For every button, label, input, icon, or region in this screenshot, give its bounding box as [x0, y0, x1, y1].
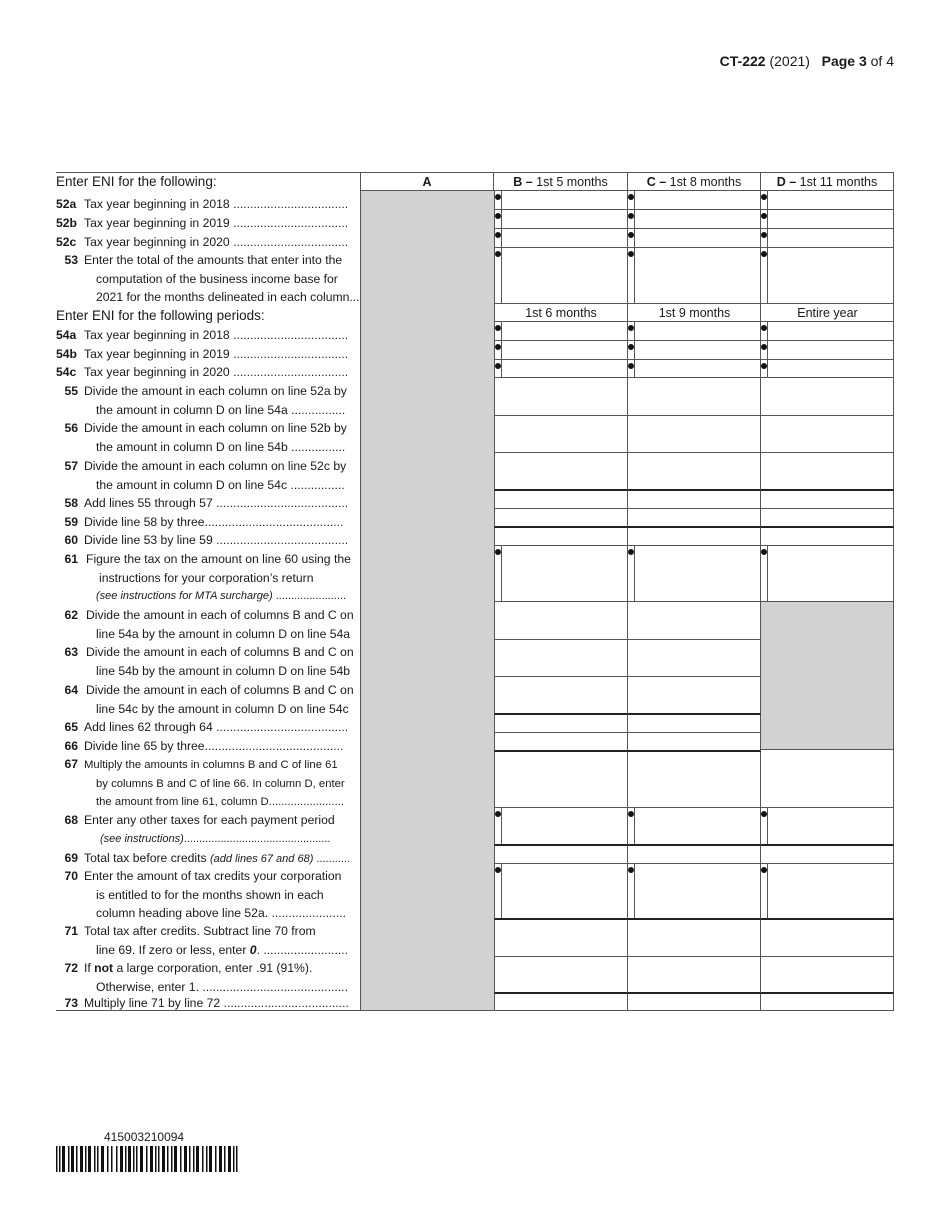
subhead-border-d	[761, 304, 894, 322]
divider	[501, 864, 502, 918]
line-num: 65	[64, 720, 78, 734]
line-70-label	[56, 867, 361, 923]
line-text: Add lines 55 through 57 .......................................	[84, 496, 349, 510]
divider	[634, 864, 635, 918]
line-52c-col-d[interactable]	[761, 229, 894, 248]
line-60-col-c[interactable]	[628, 528, 761, 546]
column-d-letter: D –	[776, 175, 797, 189]
line-dots: .......................	[272, 590, 347, 602]
column-a-shaded	[360, 191, 494, 1011]
line-text-3: (see instructions for MTA surcharge)	[96, 590, 273, 602]
column-b-letter: B –	[513, 175, 533, 189]
line-55-label	[56, 382, 361, 419]
column-c-text: 1st 8 months	[669, 175, 742, 189]
line-num: 54c	[56, 365, 77, 379]
line-num: 60	[64, 533, 78, 547]
line-text-3: column heading above line 52a. ......................	[96, 906, 346, 920]
barcode	[56, 1130, 240, 1172]
column-d-header	[761, 172, 894, 191]
line-num: 56	[64, 421, 78, 435]
line-54c-col-b[interactable]	[494, 360, 628, 378]
line-text: Tax year beginning in 2019 ..................................	[84, 347, 349, 361]
line-59-label	[56, 513, 361, 532]
page-label: Page 3	[821, 53, 867, 69]
line-text: Tax year beginning in 2020 ..................................	[84, 365, 349, 379]
line-num: 52a	[56, 197, 77, 211]
line-56-col-c[interactable]	[628, 416, 761, 453]
line-num: 70	[64, 869, 78, 883]
line-65-col-b[interactable]	[494, 715, 628, 733]
subhead-border-c	[628, 304, 761, 322]
line-65-label	[56, 718, 361, 737]
line-dots: ................................................	[183, 832, 331, 845]
line-67-label	[56, 755, 361, 812]
line-num: 62	[64, 608, 78, 622]
line-67-col-c[interactable]	[628, 752, 761, 808]
line-52b-col-b[interactable]	[494, 210, 628, 229]
line-text: Divide line 53 by line 59 .......................................	[84, 533, 349, 547]
line-text: Multiply line 71 by line 72 .....................................	[84, 996, 349, 1010]
line-69-col-d[interactable]	[761, 846, 894, 864]
column-b-text: 1st 5 months	[536, 175, 608, 189]
line-71-col-d[interactable]	[761, 920, 894, 957]
line-54a-col-d[interactable]	[761, 322, 894, 341]
line-num: 53	[64, 253, 78, 267]
line-52a-label	[56, 195, 361, 214]
divider	[767, 210, 768, 228]
line-text: Tax year beginning in 2018 ..................................	[84, 328, 349, 342]
line-text-2: computation of the business income base for	[96, 271, 338, 286]
line-58-col-d[interactable]	[761, 491, 894, 509]
line-64-label	[56, 681, 361, 718]
line-52a-col-d[interactable]	[761, 191, 894, 210]
line-text-2: line 69. If zero or less, enter	[96, 942, 250, 957]
barcode-bars-icon	[56, 1146, 240, 1172]
line-68-col-d[interactable]	[761, 808, 894, 846]
section2-heading: Enter ENI for the following periods:	[56, 308, 265, 323]
line-dots: . .........................	[256, 942, 348, 957]
line-58-col-b[interactable]	[494, 491, 628, 509]
line-52b-label	[56, 214, 361, 233]
line-56-col-d[interactable]	[761, 416, 894, 453]
column-b-header	[494, 172, 628, 191]
line-61-label	[56, 550, 361, 606]
divider	[767, 322, 768, 340]
line-num: 59	[64, 515, 78, 529]
line-64-col-c[interactable]	[628, 677, 761, 715]
line-57-col-c[interactable]	[628, 453, 761, 491]
line-73-col-d[interactable]	[761, 994, 894, 1011]
line-70-col-c[interactable]	[628, 864, 761, 920]
divider	[634, 229, 635, 247]
line-text-3: the amount from line 61, column D........................	[96, 796, 345, 808]
line-62-col-c[interactable]	[628, 602, 761, 640]
line-54b-label	[56, 345, 361, 364]
line-num: 68	[64, 813, 78, 827]
line-62-label	[56, 606, 361, 643]
line-73-col-b[interactable]	[494, 994, 628, 1011]
line-52b-col-d[interactable]	[761, 210, 894, 229]
line-69-col-c[interactable]	[628, 846, 761, 864]
line-52c-col-b[interactable]	[494, 229, 628, 248]
column-c-header	[628, 172, 761, 191]
subcolumn-d-header: Entire year	[797, 306, 858, 320]
line-num: 57	[64, 459, 78, 473]
divider	[767, 191, 768, 209]
line-num: 55	[64, 384, 78, 398]
line-num: 66	[64, 739, 78, 753]
page-of: of 4	[870, 53, 894, 69]
divider	[634, 341, 635, 359]
line-73-col-c[interactable]	[628, 994, 761, 1011]
line-text-b: a large corporation, enter .91 (91%).	[113, 961, 313, 975]
column-c-letter: C –	[646, 175, 667, 189]
line-61-col-b[interactable]	[494, 546, 628, 602]
line-num: 64	[64, 683, 78, 697]
line-56-col-b[interactable]	[494, 416, 628, 453]
line-59-col-b[interactable]	[494, 509, 628, 528]
divider	[501, 248, 502, 303]
line-72-col-d[interactable]	[761, 957, 894, 994]
line-57-col-d[interactable]	[761, 453, 894, 491]
line-text: Enter any other taxes for each payment period	[84, 813, 335, 827]
line-61-col-d[interactable]	[761, 546, 894, 602]
line-60-col-d[interactable]	[761, 528, 894, 546]
line-53-label	[56, 251, 361, 307]
line-63-col-b[interactable]	[494, 640, 628, 677]
line-num: 69	[64, 851, 78, 865]
divider	[501, 191, 502, 209]
page-header	[720, 53, 894, 69]
line-text-3: 2021 for the months delineated in each column...	[96, 290, 360, 304]
line-53-col-c[interactable]	[628, 248, 761, 304]
divider	[767, 864, 768, 918]
divider	[767, 808, 768, 844]
line-60-label	[56, 531, 361, 550]
divider	[634, 248, 635, 303]
line-num: 58	[64, 496, 78, 510]
line-52b-col-c[interactable]	[628, 210, 761, 229]
line-54b-col-c[interactable]	[628, 341, 761, 360]
line-64-col-b[interactable]	[494, 677, 628, 715]
line-71-label	[56, 922, 361, 959]
line-num: 67	[64, 757, 78, 771]
line-68-label	[56, 811, 361, 848]
line-56-label	[56, 419, 361, 456]
line-text-italic: (add lines 67 and 68)	[210, 853, 314, 865]
line-65-col-c[interactable]	[628, 715, 761, 733]
line-54b-col-b[interactable]	[494, 341, 628, 360]
line-54c-col-c[interactable]	[628, 360, 761, 378]
line-68-col-b[interactable]	[494, 808, 628, 846]
divider	[634, 210, 635, 228]
line-text-2: by columns B and C of line 66. In column D, enter	[96, 777, 345, 790]
line-text: Enter the amount of tax credits your corporation	[84, 869, 342, 883]
line-text: Divide the amount in each column on line 52b by	[84, 421, 347, 435]
line-text: Total tax after credits. Subtract line 70 from	[84, 924, 316, 938]
line-text: Total tax before credits	[84, 851, 207, 865]
line-text: Add lines 62 through 64 .......................................	[84, 720, 349, 734]
subhead-border-b	[494, 304, 628, 322]
line-54c-col-d[interactable]	[761, 360, 894, 378]
line-60-col-b[interactable]	[494, 528, 628, 546]
line-text-2: the amount in column D on line 54b ................	[96, 439, 346, 454]
divider	[634, 322, 635, 340]
line-69-col-b[interactable]	[494, 846, 628, 864]
line-57-col-b[interactable]	[494, 453, 628, 491]
divider	[767, 360, 768, 377]
divider	[634, 546, 635, 601]
subcolumn-c-header: 1st 9 months	[658, 306, 731, 320]
line-66-col-c[interactable]	[628, 733, 761, 752]
form-year: (2021)	[769, 53, 810, 69]
line-text-2: line 54c by the amount in column D on line 54c	[96, 701, 349, 716]
divider	[501, 808, 502, 844]
line-72-col-b[interactable]	[494, 957, 628, 994]
line-text: Divide line 58 by three.........................................	[84, 515, 344, 529]
line-num: 73	[64, 996, 78, 1010]
line-69-label	[56, 849, 361, 869]
bottom-rule	[56, 1010, 360, 1011]
line-text: Figure the tax on the amount on line 60 using the	[86, 552, 351, 566]
line-58-col-c[interactable]	[628, 491, 761, 509]
line-text: Tax year beginning in 2020 ..................................	[84, 235, 349, 249]
line-text-2: is entitled to for the months shown in each	[96, 887, 324, 902]
line-text-2: the amount in column D on line 54a ................	[96, 402, 346, 417]
line-68-col-c[interactable]	[628, 808, 761, 846]
divider	[501, 210, 502, 228]
divider	[634, 808, 635, 844]
subcolumn-b-header: 1st 6 months	[525, 306, 597, 320]
column-a-header: A	[360, 172, 494, 191]
line-dots: ...........	[313, 853, 351, 865]
line-54a-label	[56, 326, 361, 345]
line-num: 52c	[56, 235, 77, 249]
line-num: 72	[64, 961, 78, 975]
line-text: Divide line 65 by three.........................................	[84, 739, 344, 753]
line-62-col-b[interactable]	[494, 602, 628, 640]
line-53-col-d[interactable]	[761, 248, 894, 304]
line-text-2: instructions for your corporation’s return	[99, 570, 314, 585]
divider	[501, 229, 502, 247]
line-54a-col-c[interactable]	[628, 322, 761, 341]
line-72-label	[56, 959, 361, 996]
barcode-number: 415003210094	[104, 1130, 185, 1144]
column-d-shaded-62-66	[761, 602, 894, 750]
line-text: Tax year beginning in 2018 ..................................	[84, 197, 349, 211]
divider	[501, 360, 502, 377]
line-57-label	[56, 457, 361, 494]
section1-heading: Enter ENI for the following:	[56, 174, 217, 189]
line-text-2: Otherwise, enter 1. ...........................................	[96, 979, 348, 994]
divider	[767, 546, 768, 601]
divider	[501, 322, 502, 340]
not-emphasis: not	[94, 961, 114, 975]
line-text: Multiply the amounts in columns B and C of line 61	[84, 759, 338, 771]
line-61-col-c[interactable]	[628, 546, 761, 602]
line-num: 54b	[56, 347, 78, 361]
line-num: 61	[64, 552, 78, 566]
line-63-label	[56, 643, 361, 680]
line-52c-col-c[interactable]	[628, 229, 761, 248]
line-text-2: the amount in column D on line 54c ................	[96, 477, 345, 492]
line-text: Divide the amount in each column on line 52a by	[84, 384, 347, 398]
line-55-col-c[interactable]	[628, 378, 761, 416]
line-text: Divide the amount in each of columns B and C on	[86, 608, 354, 622]
column-d-text: 1st 11 months	[799, 175, 878, 189]
line-59-col-c[interactable]	[628, 509, 761, 528]
line-text: If	[84, 961, 95, 975]
line-59-col-d[interactable]	[761, 509, 894, 528]
line-text-2: line 54b by the amount in column D on line 54b	[96, 663, 351, 678]
line-text: Enter the total of the amounts that enter into the	[84, 253, 343, 267]
line-53-col-b[interactable]	[494, 248, 628, 304]
line-num: 52b	[56, 216, 78, 230]
line-num: 63	[64, 645, 78, 659]
line-72-col-c[interactable]	[628, 957, 761, 994]
line-67-col-b[interactable]	[494, 752, 628, 808]
line-66-label	[56, 737, 361, 756]
line-55-col-d[interactable]	[761, 378, 894, 416]
divider	[501, 546, 502, 601]
line-text: Divide the amount in each of columns B and C on	[86, 683, 354, 697]
line-71-col-b[interactable]	[494, 920, 628, 957]
divider	[634, 360, 635, 377]
line-66-col-b[interactable]	[494, 733, 628, 752]
divider	[767, 248, 768, 303]
divider	[767, 229, 768, 247]
line-71-col-c[interactable]	[628, 920, 761, 957]
line-58-label	[56, 494, 361, 513]
line-54a-col-b[interactable]	[494, 322, 628, 341]
line-text: Divide the amount in each of columns B and C on	[86, 645, 354, 659]
line-text: Tax year beginning in 2019 ..................................	[84, 216, 349, 230]
line-70-col-b[interactable]	[494, 864, 628, 920]
line-text-2: line 54a by the amount in column D on line 54a	[96, 626, 351, 641]
line-num: 71	[64, 924, 78, 938]
line-52a-col-c[interactable]	[628, 191, 761, 210]
divider	[767, 341, 768, 359]
zero-value: 0	[249, 942, 257, 957]
line-52a-col-b[interactable]	[494, 191, 628, 210]
line-num: 54a	[56, 328, 77, 342]
line-52c-label	[56, 233, 361, 252]
line-text: Divide the amount in each column on line 52c by	[84, 459, 347, 473]
line-55-col-b[interactable]	[494, 378, 628, 416]
divider	[501, 341, 502, 359]
form-id: CT-222	[719, 53, 766, 69]
column-a-bottom	[360, 1010, 494, 1011]
line-63-col-c[interactable]	[628, 640, 761, 677]
line-67-col-d[interactable]	[761, 750, 894, 808]
line-54c-label	[56, 363, 361, 382]
line-70-col-d[interactable]	[761, 864, 894, 920]
line-54b-col-d[interactable]	[761, 341, 894, 360]
divider	[634, 191, 635, 209]
line-text-2: (see instructions)	[100, 832, 184, 845]
